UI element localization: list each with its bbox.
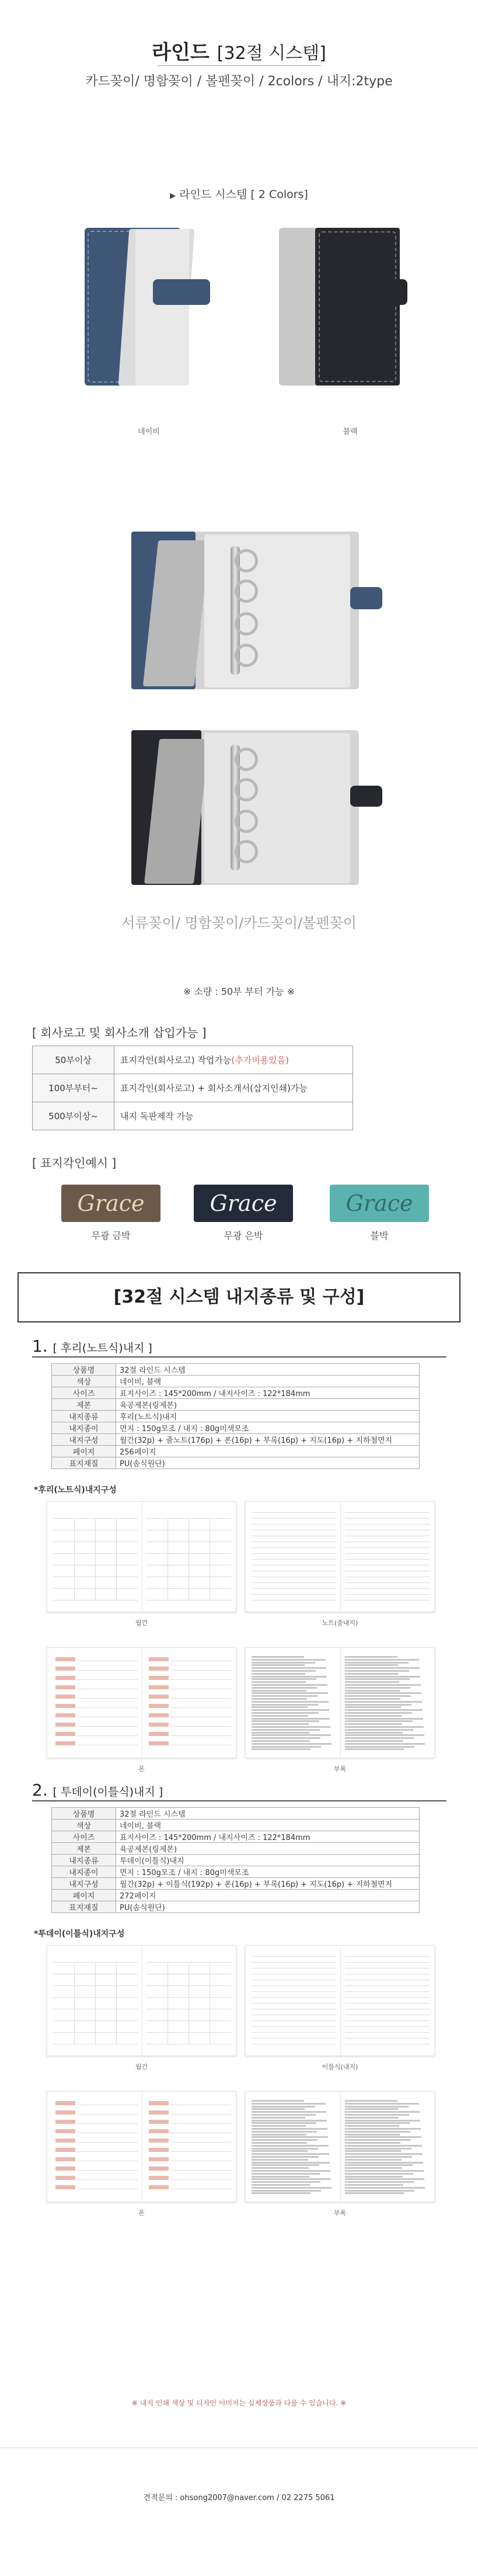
table-row — [52, 1411, 420, 1422]
silver-foil-sample: Grace — [194, 1185, 293, 1222]
spec2-heading: 2. [ 투데이(이틀식)내지 ] — [32, 1780, 163, 1800]
spec-value: 32절 라인드 시스템 — [116, 1808, 420, 1820]
spec-value: 월간(32p) + 줄노트(176p) + 폰(16p) + 부록(16p) + 지도(16p) + 지하철면지 — [116, 1434, 420, 1446]
silver-foil-caption: 무광 은박 — [224, 1230, 263, 1241]
spec-value: 256페이지 — [116, 1446, 420, 1457]
blind-emboss-sample: Grace — [330, 1185, 429, 1222]
inner-page-sample — [47, 1647, 236, 1758]
inner-page-sample — [245, 1945, 435, 2056]
spec-value: 육공제본(링제본) — [116, 1843, 420, 1855]
inner-page-sample — [245, 1647, 435, 1758]
product-name: 라인드 — [152, 41, 210, 64]
spec-value: PU(솜식원단) — [116, 1457, 420, 1469]
table-row — [52, 1376, 420, 1387]
spec-key: 표지재질 — [52, 1901, 116, 1913]
inner-page-caption: 폰 — [138, 1765, 145, 1773]
title-divider — [158, 65, 321, 66]
table-row — [52, 1820, 420, 1831]
spec-key: 내지구성 — [52, 1878, 116, 1890]
spec1-divider — [32, 1356, 446, 1358]
spec-value: 표지사이즈 : 145*200mm / 내지사이즈 : 122*184mm — [116, 1831, 420, 1843]
page-title — [0, 36, 478, 65]
inner-page-caption: 부록 — [333, 1765, 347, 1773]
table-row — [33, 1102, 353, 1130]
table-row — [33, 1046, 353, 1074]
spec-key: 제본 — [52, 1399, 116, 1411]
engrave-section-title: [ 표지각인예시 ] — [32, 1156, 117, 1170]
qty-cell: 500부이상~ — [33, 1102, 114, 1130]
inner-page-sample — [47, 1945, 236, 2056]
system-title-box: [32절 시스템 내지종류 및 구성] — [18, 1272, 460, 1322]
inner-page-sample — [245, 1501, 435, 1612]
navy-caption: 네이비 — [138, 428, 160, 436]
table-row — [52, 1399, 420, 1411]
spec-key: 내지종류 — [52, 1855, 116, 1866]
spec1-composition-label: *후리(노트식)내지구성 — [34, 1485, 117, 1495]
spec-key: 내지구성 — [52, 1434, 116, 1446]
spec-value: 네이비, 블랙 — [116, 1820, 420, 1831]
spec-key: 내지종류 — [52, 1411, 116, 1422]
inner-page-sample — [47, 1501, 236, 1612]
spec-key: 상품명 — [52, 1364, 116, 1376]
logo-options-table — [32, 1046, 353, 1130]
spec-key: 표지재질 — [52, 1457, 116, 1469]
spec-value: 월간(32p) + 이틀식(192p) + 폰(16p) + 부록(16p) + 지도(16p) + 지하철면지 — [116, 1878, 420, 1890]
gold-foil-caption: 무광 금박 — [91, 1230, 131, 1241]
spec-key: 내지종이 — [52, 1422, 116, 1434]
desc-cell: 표지각인(회사로고) + 회사소개서(삽지인쇄)가능 — [114, 1074, 353, 1102]
spec-value: 육공제본(링제본) — [116, 1399, 420, 1411]
spec-key: 내지종이 — [52, 1866, 116, 1878]
disclaimer-note: ※ 내지 인쇄 색상 및 디자인 이미지는 실제상품과 다를 수 있습니다. ※ — [131, 2399, 347, 2407]
contact-info: 견적문의 : ohsong2007@naver.com / 02 2275 5061 — [143, 2494, 335, 2502]
spec-value: 표지사이즈 : 145*200mm / 내지사이즈 : 122*184mm — [116, 1387, 420, 1399]
spec-key: 색상 — [52, 1820, 116, 1831]
product-features: 카드꽂이/ 명함꽂이 / 볼펜꽂이 / 2colors / 내지:2type — [85, 74, 393, 89]
inner-page-caption: 이틀식(내지) — [322, 2063, 358, 2071]
desc-cell: 내지 독판제작 가능 — [114, 1102, 353, 1130]
gold-foil-sample: Grace — [61, 1185, 161, 1222]
play-triangle-icon: ▶ — [170, 192, 176, 200]
black-caption: 블랙 — [343, 428, 358, 436]
spec2-divider — [32, 1800, 446, 1801]
spec2-table — [51, 1807, 420, 1913]
spec1-table — [51, 1363, 420, 1469]
table-row — [52, 1843, 420, 1855]
table-row — [52, 1831, 420, 1843]
table-row — [52, 1457, 420, 1469]
inner-page-caption: 월간 — [135, 2063, 148, 2071]
footer-divider — [0, 2447, 478, 2448]
spec-value: 후리(노트식)내지 — [116, 1411, 420, 1422]
inner-page-caption: 월간 — [135, 1619, 148, 1627]
qty-cell: 50부이상 — [33, 1046, 114, 1074]
inner-features-caption: 서류꽂이/ 명함꽂이/카드꽂이/볼펜꽂이 — [121, 915, 357, 931]
desc-cell: 표지각인(회사로고) 작업가능(추가비용있음) — [114, 1046, 353, 1074]
table-row — [52, 1866, 420, 1878]
table-row — [52, 1422, 420, 1434]
minimum-order-note: ※ 소량 : 50부 부터 가능 ※ — [183, 986, 295, 997]
inner-page-caption: 부록 — [333, 2209, 347, 2217]
spec1-heading: 1. [ 후리(노트식)내지 ] — [32, 1336, 152, 1356]
table-row — [52, 1446, 420, 1457]
inner-page-sample — [245, 2091, 435, 2202]
colors-label: ▶ 라인드 시스템 [ 2 Colors] — [170, 188, 308, 201]
product-series: [32절 시스템] — [217, 43, 326, 64]
extra-cost-note: (추가비용있음) — [231, 1055, 289, 1065]
spec2-composition-label: *투데이(이틀식)내지구성 — [34, 1929, 125, 1939]
spec-key: 색상 — [52, 1376, 116, 1387]
spec-key: 페이지 — [52, 1446, 116, 1457]
table-row — [52, 1878, 420, 1890]
spec-key: 사이즈 — [52, 1831, 116, 1843]
blind-emboss-caption: 블박 — [370, 1230, 389, 1241]
spec-value: 투데이(이틀식)내지 — [116, 1855, 420, 1866]
table-row — [52, 1808, 420, 1820]
spec-key: 페이지 — [52, 1890, 116, 1901]
table-row — [52, 1387, 420, 1399]
inner-page-caption: 노트(줄내지) — [322, 1619, 358, 1627]
spec-key: 제본 — [52, 1843, 116, 1855]
inner-page-sample — [47, 2091, 236, 2202]
table-row — [52, 1855, 420, 1866]
spec-value: PU(솜식원단) — [116, 1901, 420, 1913]
spec-value: 면지 : 150g모조 / 내지 : 80g미색모조 — [116, 1866, 420, 1878]
table-row — [52, 1901, 420, 1913]
table-row — [52, 1890, 420, 1901]
spec-value: 32절 라인드 시스템 — [116, 1364, 420, 1376]
qty-cell: 100부부터~ — [33, 1074, 114, 1102]
table-row — [33, 1074, 353, 1102]
inner-page-caption: 폰 — [138, 2209, 145, 2217]
spec-key: 상품명 — [52, 1808, 116, 1820]
spec-value: 네이비, 블랙 — [116, 1376, 420, 1387]
table-row — [52, 1364, 420, 1376]
spec-key: 사이즈 — [52, 1387, 116, 1399]
spec-value: 272페이지 — [116, 1890, 420, 1901]
table-row — [52, 1434, 420, 1446]
logo-section-title: [ 회사로고 및 회사소개 삽입가능 ] — [32, 1026, 207, 1040]
spec-value: 면지 : 150g모조 / 내지 : 80g미색모조 — [116, 1422, 420, 1434]
